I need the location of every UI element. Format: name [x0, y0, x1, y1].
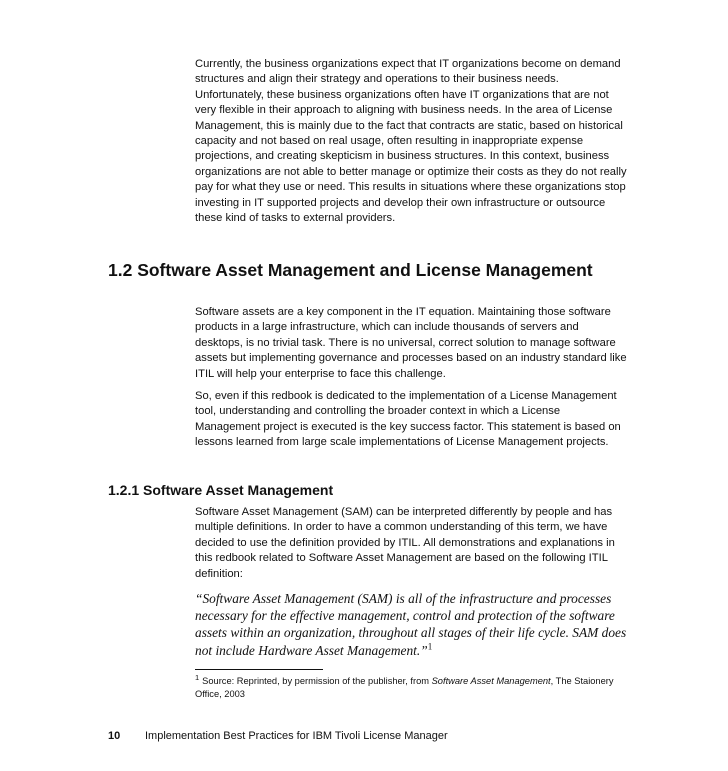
subsection-heading: 1.2.1 Software Asset Management: [108, 482, 334, 498]
sam-components-paragraph: Software assets are a key component in the IT equation. Maintaining those software products in a large infrastructure, which can include thousands of servers and desktops, is no trivial task. There is no universal, correct solution to manage software assets but implementing governance and processes based on an industry standard like ITIL will help your enterprise to face this challenge.: [195, 306, 627, 380]
intro-paragraph: Currently, the business organizations expect that IT organizations become on demand structures and align their strategy and operations to their business needs. Unfortunately, these business organizations often have IT organizations that are not very flexible in their approach to aligning with business needs. In the area of License Management, this is mainly due to the fact that contracts are static, based on historical capacity and not based on real usage, often resulting in inappropriate expense projections, and creating skepticism in business structures. In this context, business organizations are not able to better manage or optimize their costs as they do not really pay for what they use or need. This results in situations where these organizations stop investing in IT supported projects and develop their own infrastructure or outsource these kind of tasks to external providers.: [195, 58, 627, 225]
footnote-divider: [195, 669, 323, 670]
footnote-text-after: , The Staionery Office, 2003: [195, 676, 614, 700]
page-footer: [108, 729, 628, 743]
redbook-context-paragraph: So, even if this redbook is dedicated to the implementation of a License Management tool, understanding and controlling the broader context in which a License Management project is executed is the key success factor. This statement is based on lessons learned from large scale implementations of License Management projects.: [195, 390, 621, 449]
quote-text: “Software Asset Management (SAM) is all of the infrastructure and processes necessary for the effective management, control and protection of the software assets within an organization, throughout all stages of their life cycle. SAM does not include Hardware Asset Management.”: [195, 591, 627, 658]
footer-book-title: Implementation Best Practices for IBM Tivoli License Manager: [145, 730, 448, 742]
footnote-number: 1: [195, 672, 200, 682]
itil-definition-quote: [195, 590, 635, 659]
sam-definition-intro-paragraph: Software Asset Management (SAM) can be interpreted differently by people and has multiple definitions. In order to have a common understanding of this term, we have decided to use the definition provided by ITIL. All demonstrations and explanations in this redbook related to Software Asset Management are based on the following ITIL definition:: [195, 506, 615, 580]
footnote-reference[interactable]: 1: [427, 641, 433, 652]
page-number: 10: [108, 730, 121, 742]
footnote: [195, 672, 615, 702]
footnote-text-before: Source: Reprinted, by permission of the publisher, from: [202, 676, 432, 686]
footnote-source-title: Software Asset Management: [431, 676, 551, 686]
section-heading: 1.2 Software Asset Management and License Management: [108, 260, 593, 280]
